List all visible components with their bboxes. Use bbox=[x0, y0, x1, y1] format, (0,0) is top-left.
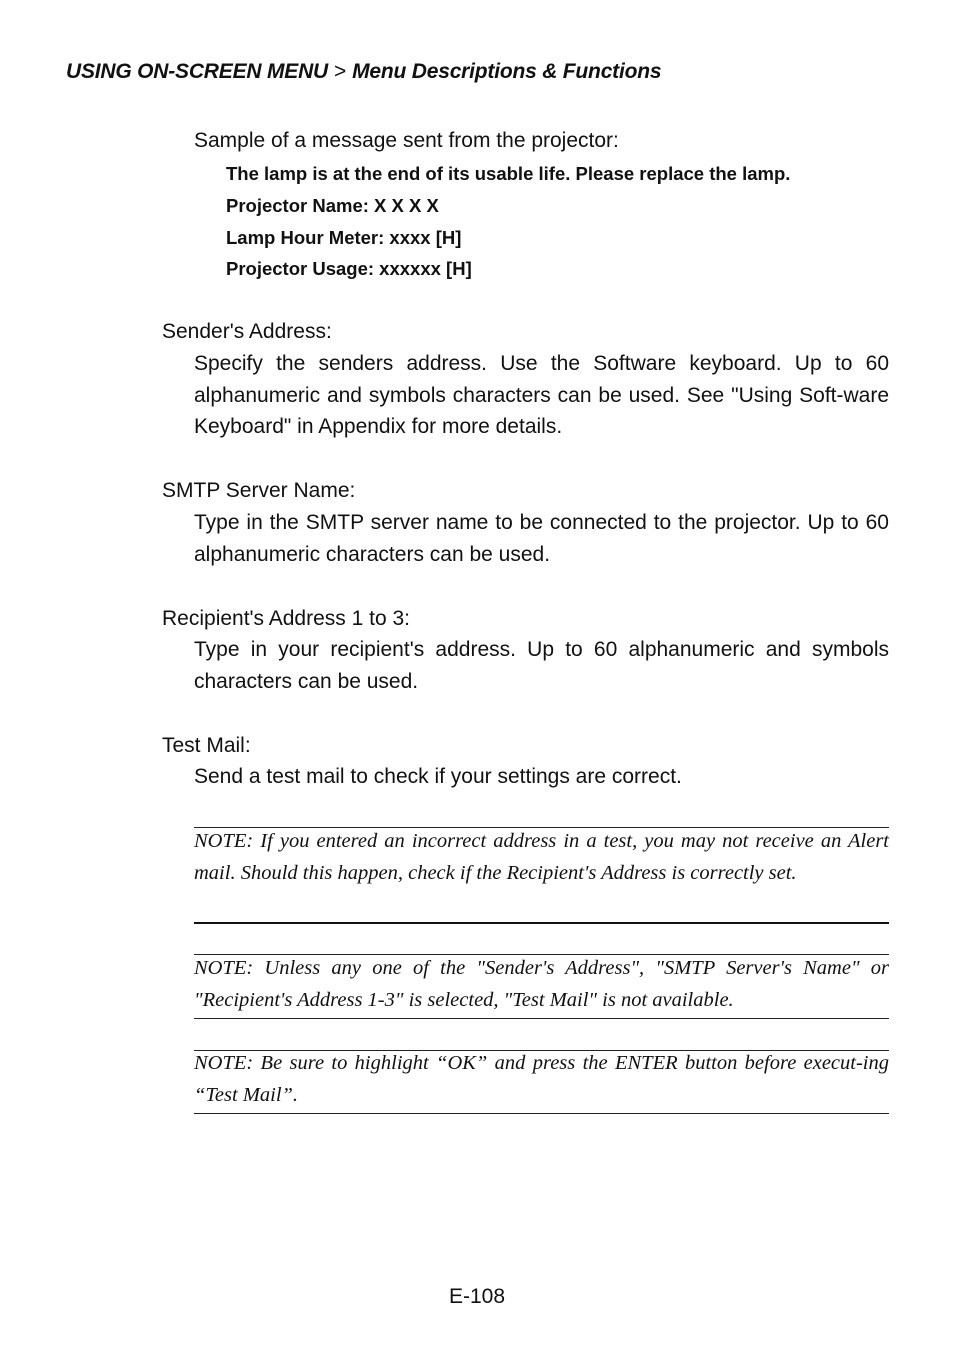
page-header bbox=[66, 60, 661, 84]
note-rule-bottom bbox=[194, 922, 889, 924]
item-description-recipients-address: Type in your recipient's address. Up to 60 alphanumeric and symbols characters can be used. bbox=[194, 638, 889, 693]
header-subsection: Menu Descriptions & Functions bbox=[352, 60, 662, 83]
sample-message-line: Projector Name: X X X X bbox=[226, 195, 439, 216]
item-description-smtp-server-name: Type in the SMTP server name to be connected to the projector. Up to 60 alphanumeric characters can be used. bbox=[194, 511, 889, 566]
item-term-test-mail: Test Mail: bbox=[162, 734, 251, 757]
note-rule-bottom bbox=[194, 1113, 889, 1114]
header-section: USING ON-SCREEN MENU bbox=[66, 60, 329, 83]
note-incorrect-address: NOTE: If you entered an incorrect address in a test, you may not receive an Alert mail. Should this happen, check if the Recipient's Address is correctly set. bbox=[194, 830, 889, 884]
note-test-mail-availability: NOTE: Unless any one of the "Sender's Address", "SMTP Server's Name" or "Recipient's Address 1-3" is selected, "Test Mail" is not available. bbox=[194, 957, 889, 1011]
note-rule-bottom bbox=[194, 1018, 889, 1019]
item-term-smtp-server-name: SMTP Server Name: bbox=[162, 479, 356, 502]
item-term-senders-address: Sender's Address: bbox=[162, 320, 332, 343]
sample-message-line: The lamp is at the end of its usable life. Please replace the lamp. bbox=[226, 163, 791, 184]
sample-message-line: Projector Usage: xxxxxx [H] bbox=[226, 258, 472, 279]
page-number: E-108 bbox=[448, 1285, 506, 1308]
header-separator: > bbox=[334, 60, 347, 83]
item-description-test-mail: Send a test mail to check if your settings are correct. bbox=[194, 765, 682, 788]
sample-message-line: Lamp Hour Meter: xxxx [H] bbox=[226, 227, 462, 248]
sample-intro: Sample of a message sent from the projector: bbox=[194, 129, 619, 152]
item-description-senders-address: Specify the senders address. Use the Software keyboard. Up to 60 alphanumeric and symbols characters can be used. See "Using Soft-ware Keyboard" in Appendix for more details. bbox=[194, 352, 889, 438]
item-term-recipients-address: Recipient's Address 1 to 3: bbox=[162, 607, 410, 630]
note-highlight-ok: NOTE: Be sure to highlight “OK” and press the ENTER button before execut-ing “Test Mail”. bbox=[194, 1052, 889, 1106]
